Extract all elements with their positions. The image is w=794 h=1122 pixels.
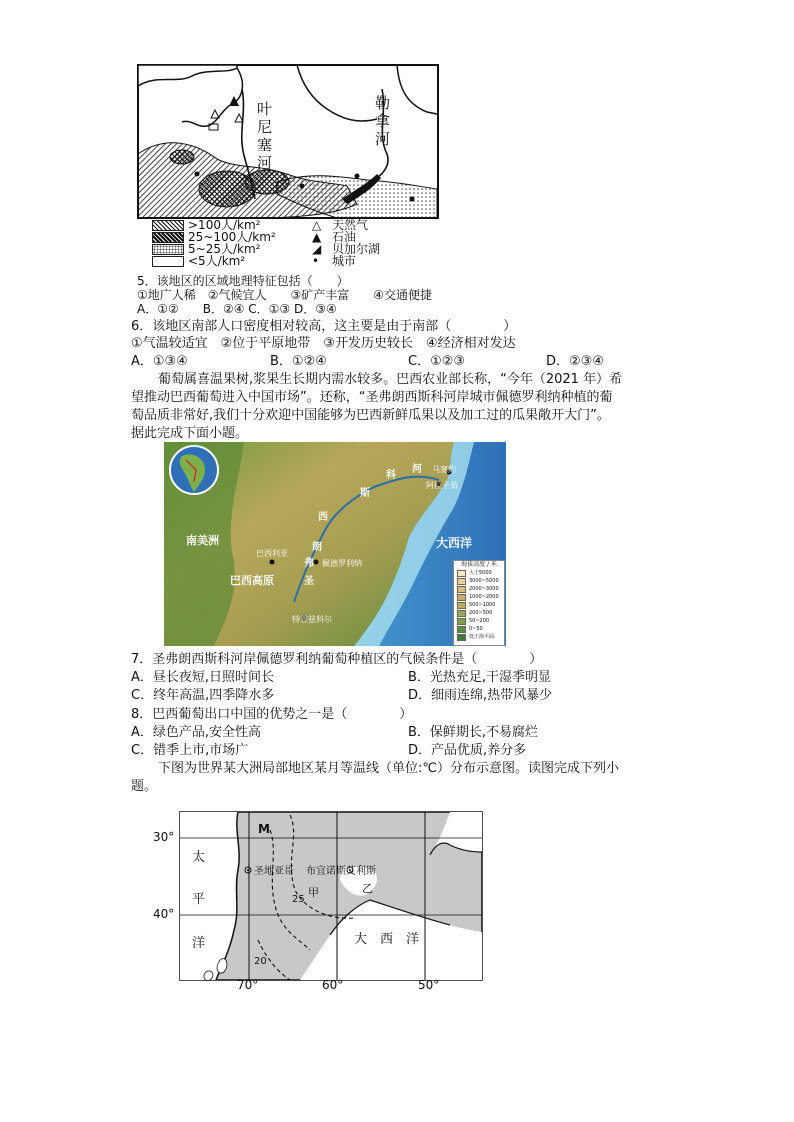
pacific-char-1: 太 (192, 850, 206, 865)
legend-baikal: ◢ 贝加尔湖 (312, 242, 381, 256)
lat-40-label: 40° (153, 907, 175, 921)
elevation-legend-row (454, 601, 504, 609)
elevation-legend-row (454, 569, 504, 577)
pacific-char-3: 洋 (192, 936, 206, 951)
lat-30-label: 30° (153, 830, 175, 844)
q6-opt-c: C．①②③ (408, 354, 466, 369)
elevation-legend-row (454, 577, 504, 585)
q8-stem: 8．巴西葡萄出口中国的优势之一是（ ） (131, 707, 413, 722)
legend-oil: ▲ 石油 (312, 230, 357, 244)
elevation-legend-items (454, 569, 504, 641)
elevation-legend (453, 560, 505, 646)
isotherm-25-label: 25 (292, 894, 305, 905)
intro3-line-2: 题。 (131, 779, 158, 794)
elevation-swatch (457, 594, 466, 601)
q7-opt-c: C．终年高温,四季降水多 (131, 688, 275, 703)
q6-options-1: ①气温较适宜 ②位于平原地带 ③开发历史较长 ④经济相对发达 (131, 336, 516, 351)
gas-icon: △ (312, 218, 322, 232)
q7-opt-d: D．细雨连绵,热带风暴少 (408, 688, 553, 703)
q7-opt-b: B．光热充足,干湿季明显 (408, 670, 552, 685)
passage-line-1: 葡萄属喜温果树,浆果生长期内需水较多。巴西农业部长称，“今年（2021 年）希 (158, 372, 623, 387)
city-brasilia-label: 巴西利亚 (256, 549, 288, 558)
santiago-label: 圣地亚哥 (254, 866, 294, 877)
lena-label-2: 拿 (375, 112, 391, 130)
elevation-label: 大于5000 (469, 570, 492, 576)
elevation-legend-row (454, 609, 504, 617)
m-label: M (258, 822, 270, 836)
q8-opt-c: C．错季上市,市场广 (131, 743, 249, 758)
legend-density-2: 25~100人/km² (152, 230, 276, 244)
lena-label-1: 勒 (375, 94, 391, 112)
river-char-4: 西 (318, 512, 328, 523)
elevation-swatch (457, 570, 466, 577)
city-fifth-label: 特普兹科尔 (292, 615, 332, 624)
elevation-legend-row (454, 593, 504, 601)
q6-opt-d: D．②③④ (546, 354, 604, 369)
elevation-legend-row (454, 617, 504, 625)
city-aracaju-label: 阿拉卡茹 (426, 481, 458, 490)
legend-density-1: >100人/km² (152, 218, 260, 232)
oil-icon: ▲ (312, 230, 322, 244)
elevation-swatch (457, 610, 466, 617)
brazil-highland-label: 巴西高原 (230, 574, 274, 587)
q5-stem: 5．该地区的区域地理特征包括（ ） (137, 274, 349, 288)
yenisei-label-1: 叶 (257, 100, 273, 118)
map3-figure (150, 810, 490, 995)
lon-60-label: 60° (322, 978, 344, 992)
q5-options-2: A．①② B．②④ C．①③ D．③④ (137, 302, 337, 316)
elevation-label: 0~50 (469, 626, 483, 632)
elevation-swatch (457, 586, 466, 593)
legend-gas: △ 天然气 (312, 218, 369, 232)
elevation-legend-row (454, 625, 504, 633)
atlantic-label-3: 大 西 洋 (354, 932, 420, 947)
south-america-label: 南美洲 (186, 534, 219, 547)
pacific-char-2: 平 (192, 892, 206, 907)
q8-opt-a: A．绿色产品,安全性高 (131, 725, 262, 740)
q6-opt-a: A．①③④ (131, 354, 188, 369)
river-char-3: 河 (412, 464, 422, 475)
elevation-swatch (457, 578, 466, 585)
lon-50-label: 50° (418, 978, 440, 992)
city-maceio-label: 马塞约 (432, 465, 456, 474)
elevation-label: 低于海平面 (469, 634, 495, 640)
isotherm-20-label: 20 (254, 956, 267, 967)
passage-line-4: 据此完成下面小题。 (131, 426, 249, 441)
elevation-legend-title: 海拔高度 / 米 (461, 561, 497, 568)
river-char-5: 朗 (312, 542, 322, 553)
intro3-line-1: 下图为世界某大洲局部地区某月等温线（单位:℃）分布示意图。读图完成下列小 (158, 761, 619, 776)
map1-legend (152, 218, 452, 266)
map2-figure (164, 442, 506, 646)
q7-opt-a: A．昼长夜短,日照时间长 (131, 670, 275, 685)
elevation-legend-row (454, 633, 504, 641)
yi-label: 乙 (362, 882, 373, 895)
elevation-label: 2000~3000 (469, 586, 499, 592)
elevation-label: 3000~5000 (469, 578, 499, 584)
elevation-label: 50~200 (469, 618, 490, 624)
jia-label: 甲 (308, 886, 319, 899)
river-char-1: 斯 (360, 488, 370, 499)
yenisei-label-3: 塞 (257, 136, 273, 154)
elevation-label: 1000~2000 (469, 594, 499, 600)
elevation-swatch (457, 626, 466, 633)
legend-density-3: 5~25人/km² (152, 242, 260, 256)
elevation-swatch (457, 602, 466, 609)
q8-opt-d: D．产品优质,养分多 (408, 743, 527, 758)
elevation-swatch (457, 618, 466, 625)
city-icon: • (312, 254, 320, 268)
legend-city: • 城市 (312, 254, 357, 268)
passage-line-2: 望推动巴西葡萄进入中国市场”。还称，“圣弗朗西斯科河岸城市佩德罗利纳种植的葡 (131, 390, 613, 405)
elevation-label: 500~1000 (469, 602, 496, 608)
yenisei-label-2: 尼 (257, 118, 273, 136)
q8-opt-b: B．保鲜期长,不易腐烂 (408, 725, 539, 740)
legend-density-4: <5人/km² (152, 254, 245, 268)
lake-icon: ◢ (312, 242, 322, 256)
q5-options-1: ①地广人稀 ②气候宜人 ③矿产丰富 ④交通便捷 (137, 288, 433, 302)
lena-label-3: 河 (375, 130, 391, 148)
river-char-2: 科 (386, 470, 396, 481)
elevation-label: 200~500 (469, 610, 493, 616)
lon-70-label: 70° (237, 978, 259, 992)
q6-stem: 6．该地区南部人口密度相对较高，这主要是由于南部（ ） (131, 319, 517, 334)
yenisei-label-4: 河 (257, 154, 273, 172)
atlantic-label: 大西洋 (436, 536, 473, 550)
elevation-legend-row (454, 585, 504, 593)
q7-stem: 7．圣弗朗西斯科河岸佩德罗利纳葡萄种植区的气候条件是（ ） (131, 652, 543, 667)
city-petrolina-label: 佩德罗利纳 (322, 559, 362, 568)
river-char-6: 弗 (304, 558, 314, 569)
q6-opt-b: B．①②④ (270, 354, 327, 369)
passage-line-3: 萄品质非常好,我们十分欢迎中国能够为巴西新鲜瓜果以及加工过的瓜果敞开大门”。 (131, 408, 610, 423)
buenos-aires-label: 布宜诺斯艾利斯 (306, 866, 376, 877)
river-char-7: 圣 (304, 576, 314, 587)
elevation-swatch (457, 634, 466, 641)
